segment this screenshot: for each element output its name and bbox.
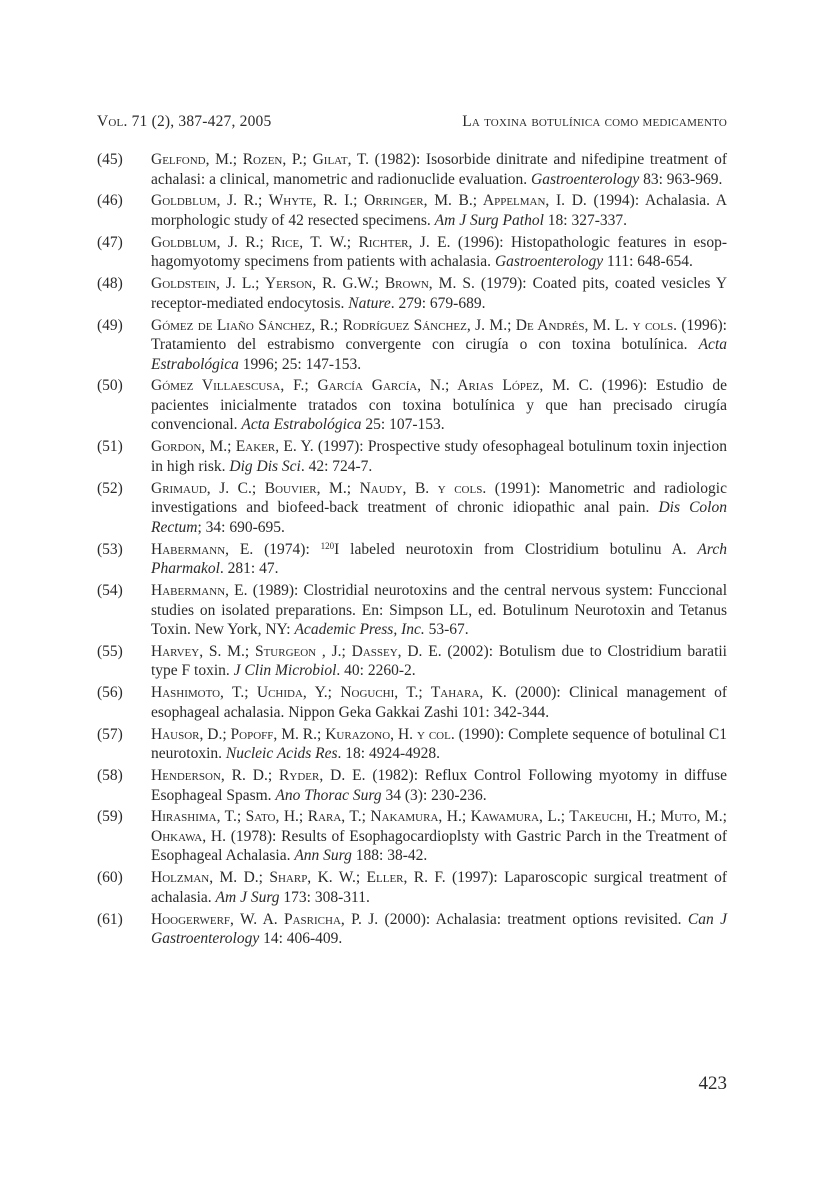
- reference-authors: Harvey, S. M.; Sturgeon , J.; Dassey, D. E.: [151, 642, 442, 660]
- reference-details: (1989): Clostridial neurotoxins and the central nervous system: Funccional studies on isolated preparations. En: Simpson LL, ed. Botulinum Neurotoxin and Tetanus Toxin. New York, NY:: [151, 582, 727, 639]
- reference-number: (46): [97, 192, 123, 210]
- reference-details: (1982): Isosorbide dinitrate and nifedipine treatment of achalasi: a clinical, manometric and radionuclide evaluation.: [151, 151, 727, 188]
- reference-details: (1990): Complete sequence of botulinal C1 neurotoxin.: [151, 725, 727, 763]
- reference-number: (59): [97, 808, 123, 826]
- reference-item: [97, 376, 727, 435]
- reference-journal: Ano Thorac Surg: [275, 786, 382, 804]
- reference-number: (50): [97, 377, 123, 395]
- reference-details: (2002): Botulism due to Clostridium baratii type F toxin.: [151, 642, 727, 680]
- reference-journal: Acta Estrabológica: [241, 416, 362, 434]
- reference-journal: Ann Surg: [294, 847, 352, 865]
- reference-details: (1982): Reflux Control Following myotomy in diffuse Esophageal Spasm.: [151, 767, 727, 804]
- reference-text: [151, 316, 727, 375]
- reference-number: (55): [97, 642, 123, 660]
- reference-item: [97, 437, 727, 476]
- reference-authors: Goldstein, J. L.; Yerson, R. G.W.; Brown, M. S.: [151, 275, 475, 293]
- running-head-volume: Vol. 71 (2), 387-427, 2005: [97, 113, 272, 130]
- reference-text: [151, 233, 727, 272]
- reference-superscript: 120: [320, 540, 335, 551]
- reference-item: [97, 233, 727, 272]
- reference-details: (1997): Laparoscopic surgical treatment of achalasia.: [151, 869, 727, 906]
- reference-journal: Dis Colon Rectum: [151, 499, 727, 536]
- reference-citation: . 279: 679-689.: [390, 294, 486, 312]
- reference-citation: 34 (3): 230-236.: [381, 786, 487, 804]
- reference-text: [151, 910, 727, 949]
- reference-text: [151, 683, 727, 722]
- reference-text: [151, 642, 727, 681]
- reference-text: [151, 807, 727, 866]
- reference-journal: Acta Estrabológica: [151, 336, 727, 373]
- reference-details: (1991): Manometric and radiologic investigations and biofeed-back treatment of chronic idiopathic anal pain.: [151, 479, 727, 517]
- reference-journal: J Clin Microbiol: [233, 662, 337, 680]
- reference-journal: Academic Press, Inc.: [294, 621, 425, 639]
- reference-citation: 18: 327-337.: [543, 211, 627, 229]
- reference-text: [151, 725, 727, 764]
- reference-item: [97, 316, 727, 375]
- reference-journal: Arch Pharmakol: [151, 540, 727, 578]
- reference-item: [97, 683, 727, 722]
- reference-authors: Gordon, M.; Eaker, E. Y.: [151, 438, 314, 456]
- reference-number: (45): [97, 151, 123, 168]
- running-head: [97, 113, 727, 131]
- reference-item: [97, 766, 727, 805]
- reference-details: (1996): Estudio de pacientes inicialmente tratados con toxina botulínica y que han precisado cirugía convencional.: [151, 377, 727, 434]
- reference-citation: . 42: 724-7.: [300, 457, 373, 475]
- reference-item: [97, 581, 727, 640]
- reference-journal: Nucleic Acids Res: [225, 745, 338, 763]
- reference-item: [97, 868, 727, 907]
- reference-number: (54): [97, 582, 123, 600]
- reference-details: (1997): Prospective study ofesophageal botulinum toxin injection in high risk.: [151, 438, 727, 475]
- reference-authors: Hashimoto, T.; Uchida, Y.; Noguchi, T.; Tahara, K.: [151, 684, 507, 702]
- reference-authors: Gelfond, M.; Rozen, P.; Gilat, T.: [151, 151, 370, 168]
- reference-journal: Gastroenterology: [494, 253, 604, 271]
- reference-citation: 25: 107-153.: [361, 416, 445, 434]
- reference-item: [97, 910, 727, 949]
- reference-item: [97, 150, 727, 189]
- reference-text: [151, 479, 727, 538]
- reference-number: (49): [97, 316, 123, 334]
- reference-details: (2000): Clinical management of esophageal achalasia. Nippon Geka Gakkai Zashi 101: 342-344.: [151, 684, 728, 721]
- reference-number: (61): [97, 910, 123, 928]
- reference-item: [97, 191, 727, 230]
- reference-citation: . 18: 4924-4928.: [337, 745, 441, 763]
- reference-citation: 83: 963-969.: [639, 170, 723, 188]
- reference-number: (53): [97, 540, 123, 558]
- reference-authors: Henderson, R. D.; Ryder, D. E.: [151, 767, 366, 785]
- reference-details-cont: I labeled neurotoxin from Clostridium botulinu A.: [334, 540, 698, 558]
- reference-text: [151, 376, 727, 435]
- reference-number: (48): [97, 275, 123, 293]
- reference-details: (1996): Histopathologic features in esop-hagomyotomy specimens from patients with achalasia.: [151, 233, 727, 271]
- reference-authors: Grimaud, J. C.; Bouvier, M.; Naudy, B. y cols.: [151, 479, 487, 497]
- reference-item: [97, 642, 727, 681]
- reference-authors: Goldblum, J. R.; Whyte, R. I.; Orringer, M. B.; Appelman, I. D.: [151, 192, 587, 210]
- reference-item: [97, 807, 727, 866]
- reference-details: (1996): Tratamiento del estrabismo convergente con cirugía o con toxina botulínica.: [151, 316, 727, 354]
- reference-details: (2000): Achalasia: treatment options revisited.: [378, 910, 688, 928]
- reference-citation: 173: 308-311.: [279, 888, 370, 906]
- reference-authors: Habermann, E.: [151, 582, 248, 600]
- reference-authors: Hoogerwerf, W. A. Pasricha, P. J.: [151, 910, 379, 928]
- reference-journal: Nature: [348, 294, 391, 312]
- reference-item: [97, 725, 727, 764]
- reference-details: (1978): Results of Esophagocardioplsty with Gastric Parch in the Treatment of Esophageal Achalasia.: [151, 827, 727, 865]
- reference-authors: Gómez de Liaño Sánchez, R.; Rodríguez Sánchez, J. M.; De Andrés, M. L. y cols.: [151, 316, 677, 334]
- reference-journal: Can J Gastroenterology: [151, 910, 727, 948]
- reference-text: [151, 437, 727, 476]
- reference-number: (52): [97, 479, 123, 497]
- reference-journal: Am J Surg Pathol: [434, 211, 544, 229]
- reference-citation: ; 34: 690-695.: [197, 518, 285, 536]
- reference-text: [151, 581, 727, 640]
- reference-authors: Goldblum, J. R.; Rice, T. W.; Richter, J. E.: [151, 233, 451, 251]
- reference-number: (58): [97, 767, 123, 785]
- reference-citation: 1996; 25: 147-153.: [238, 355, 362, 373]
- reference-number: (47): [97, 233, 123, 251]
- reference-authors: Holzman, M. D.; Sharp, K. W.; Eller, R. F.: [151, 869, 446, 887]
- reference-text: [151, 540, 727, 579]
- reference-text: [151, 150, 727, 189]
- reference-authors: Hirashima, T.; Sato, H.; Rara, T.; Nakamura, H.; Kawamura, L.; Takeuchi, H.; Muto, M.; Ohkawa, H.: [151, 808, 727, 845]
- reference-journal: Am J Surg: [215, 888, 280, 906]
- reference-citation: . 281: 47.: [219, 560, 279, 578]
- reference-item: [97, 540, 727, 579]
- reference-details: (1994): Achalasia. A morphologic study of 42 resected specimens.: [151, 192, 727, 229]
- reference-citation: . 40: 2260-2.: [336, 662, 416, 680]
- reference-authors: Habermann, E.: [151, 540, 254, 558]
- reference-text: [151, 274, 727, 313]
- running-head-title: La toxina botulínica como medicamento: [462, 113, 727, 130]
- reference-journal: Dig Dis Sci: [229, 457, 301, 475]
- reference-citation: 14: 406-409.: [259, 930, 343, 948]
- reference-journal: Gastroenterology: [531, 170, 640, 188]
- reference-item: [97, 274, 727, 313]
- reference-citation: 188: 38-42.: [351, 847, 428, 865]
- reference-details: (1974):: [253, 540, 321, 558]
- reference-number: (60): [97, 869, 123, 887]
- reference-authors: Gómez Villaescusa, F.; García García, N.; Arias López, M. C.: [151, 377, 593, 395]
- reference-authors: Hausor, D.; Popoff, M. R.; Kurazono, H. y col.: [151, 725, 455, 743]
- reference-number: (51): [97, 438, 123, 456]
- reference-details: (1979): Coated pits, coated vesicles Y receptor-mediated endocytosis.: [151, 275, 728, 312]
- page-number: 423: [698, 1073, 727, 1094]
- reference-citation: 53-67.: [424, 621, 469, 639]
- reference-citation: 111: 648-654.: [603, 253, 693, 271]
- reference-number: (57): [97, 725, 123, 743]
- reference-number: (56): [97, 684, 123, 702]
- reference-list: [97, 150, 727, 951]
- reference-text: [151, 191, 727, 230]
- reference-text: [151, 868, 727, 907]
- reference-text: [151, 766, 727, 805]
- reference-item: [97, 479, 727, 538]
